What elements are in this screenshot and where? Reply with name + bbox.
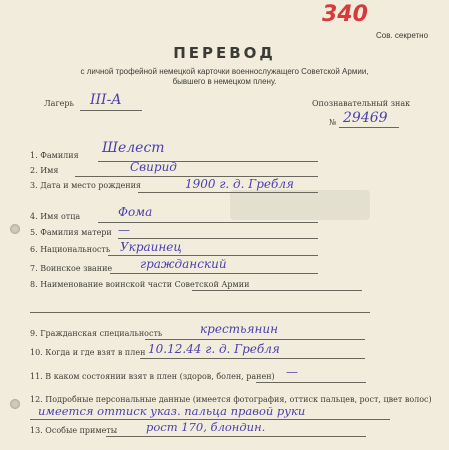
subtitle-line-2: бывшего в немецком плену.	[172, 77, 277, 86]
field-1-label: 1. Фамилия	[30, 151, 79, 160]
field-13-label: 13. Особые приметы	[30, 426, 118, 435]
field-3-underline	[138, 192, 318, 193]
field-9-underline	[145, 339, 365, 340]
field-3-value: 1900 г. д. Гребля	[185, 177, 294, 191]
field-7-underline	[110, 273, 318, 274]
id-mark-label: Опознавательный знак	[312, 99, 411, 108]
field-1-value: Шелест	[102, 140, 165, 156]
stamp-number: 340	[322, 2, 368, 27]
field-9-value: крестьянин	[200, 322, 279, 336]
field-5-underline	[118, 238, 318, 239]
id-mark-prefix: №	[329, 118, 337, 127]
field-11-underline	[256, 382, 366, 383]
field-9-label: 9. Гражданская специальность	[30, 329, 163, 338]
field-2-value: Свирид	[130, 160, 177, 174]
camp-underline	[80, 110, 142, 111]
field-12-value: имеется оттиск указ. пальца правой руки	[38, 404, 306, 418]
field-4-underline	[98, 222, 318, 223]
field-11-label: 11. В каком состоянии взят в плен (здоров, болен, ранен)	[30, 372, 275, 381]
field-7-label: 7. Воинское звание	[30, 264, 113, 273]
bleed-through-stain	[230, 190, 370, 220]
field-12-label: 12. Подробные персональные данные (имеется фотография, оттиск пальцев, рост, цвет волос)	[30, 395, 432, 404]
field-10-label: 10. Когда и где взят в плен	[30, 348, 146, 357]
page-title: ПЕРЕВОД	[173, 44, 276, 62]
subtitle-line-1: с личной трофейной немецкой карточки военнослужащего Советской Армии,	[80, 67, 369, 76]
field-4-value: Фома	[118, 205, 153, 219]
field-4-label: 4. Имя отца	[30, 212, 81, 221]
classification-label: Сов. секретно	[376, 31, 429, 40]
field-13-underline	[106, 436, 366, 437]
field-2-label: 2. Имя	[30, 166, 59, 175]
id-mark-value: 29469	[343, 110, 388, 126]
field-6-label: 6. Национальность	[30, 245, 111, 254]
field-5-label: 5. Фамилия матери	[30, 228, 112, 237]
field-10-underline	[140, 358, 365, 359]
field-11-value: —	[286, 365, 298, 379]
field-8-underline	[192, 290, 362, 291]
field-6-underline	[108, 255, 318, 256]
field-7-value: гражданский	[140, 257, 227, 271]
field-3-label: 3. Дата и место рождения	[30, 181, 141, 190]
blank-line	[30, 312, 370, 313]
field-13-value: рост 170, блондин.	[146, 420, 266, 434]
field-5-value: —	[118, 223, 130, 237]
field-10-value: 10.12.44 г. д. Гребля	[148, 342, 280, 356]
page-subtitle	[0, 67, 449, 87]
field-8-label: 8. Наименование воинской части Советской Армии	[30, 280, 250, 289]
camp-label: Лагерь	[44, 99, 74, 108]
camp-value: III-A	[90, 92, 122, 108]
id-mark-underline	[339, 127, 399, 128]
field-6-value: Украинец	[120, 240, 182, 254]
punch-hole-upper	[10, 224, 20, 234]
punch-hole-lower	[10, 399, 20, 409]
